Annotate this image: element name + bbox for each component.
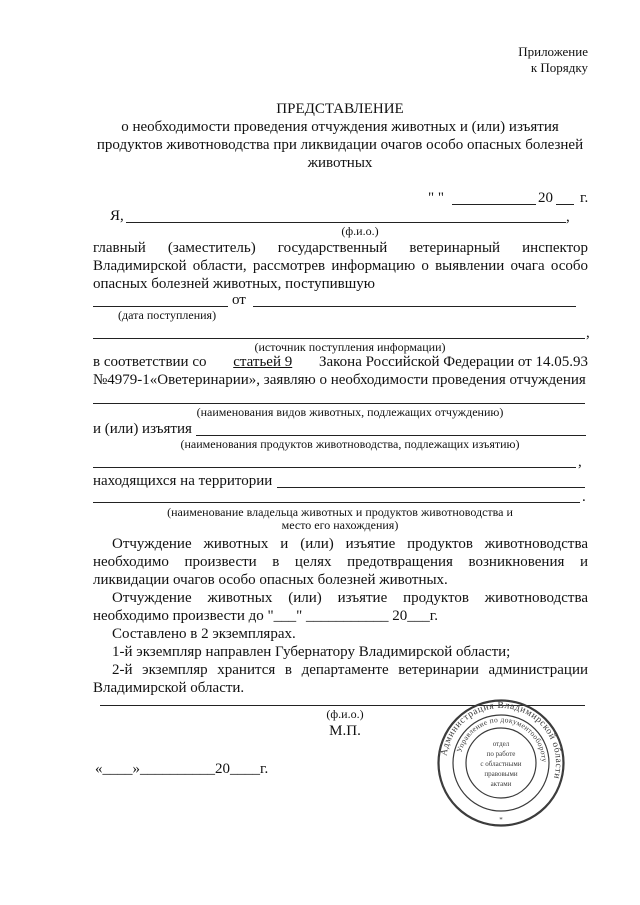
products-caption: (наименования продуктов животноводства, подлежащих изъятию) bbox=[180, 437, 520, 451]
para-law-text-b: Закона Российской Федерации от 14.05.93 bbox=[318, 354, 588, 370]
date-quote: " " bbox=[428, 190, 444, 206]
doc-subtitle-line-1: о необходимости проведения отчуждения животных и (или) изъятия bbox=[121, 119, 559, 135]
receipt-date-line[interactable] bbox=[93, 306, 228, 307]
stamp-star-icon: * bbox=[499, 816, 503, 824]
source-comma: , bbox=[586, 325, 590, 341]
fio-caption: (ф.и.о.) bbox=[341, 224, 379, 238]
signature-fio-caption: (ф.и.о.) bbox=[326, 707, 364, 721]
seal-place-label: М.П. bbox=[329, 723, 361, 739]
ot-label: от bbox=[232, 292, 246, 308]
para-purpose-line-2: необходимо произвести в целях предотвращения возникновения и bbox=[93, 554, 588, 570]
source-line[interactable] bbox=[93, 338, 585, 339]
stamp-inner-text: Управление по документообороту bbox=[454, 714, 550, 763]
owner-line[interactable] bbox=[93, 502, 580, 503]
appendix-label: Приложение bbox=[518, 44, 588, 59]
official-stamp bbox=[436, 698, 566, 828]
para-law-text-a: в соответствии со bbox=[93, 354, 207, 370]
para-deadline-line-1: Отчуждение животных (или) изъятие продуктов животноводства bbox=[112, 590, 588, 606]
inspector-name-line[interactable] bbox=[126, 222, 566, 223]
animals-line[interactable] bbox=[93, 403, 585, 404]
stamp-center-3: с областными bbox=[480, 760, 522, 768]
stamp-center-4: правовыми bbox=[484, 770, 518, 778]
appendix-order-label: к Порядку bbox=[530, 60, 588, 75]
ot-line[interactable] bbox=[253, 306, 576, 307]
copy-2-text-line-1: 2-й экземпляр хранится в департаменте ветеринарии администрации bbox=[112, 662, 588, 678]
products-line[interactable] bbox=[196, 435, 586, 436]
para-inspector-line-1: главный (заместитель) государственный ветеринарный инспектор bbox=[93, 240, 588, 256]
stamp-ring-text: Администрация Владимирской области bbox=[439, 700, 564, 781]
comma: , bbox=[566, 209, 570, 225]
products-line-2[interactable] bbox=[93, 467, 576, 468]
source-caption: (источник поступления информации) bbox=[254, 340, 446, 354]
products-comma: , bbox=[578, 454, 582, 470]
copy-1-text: 1-й экземпляр направлен Губернатору Владимирской области; bbox=[112, 644, 511, 660]
receipt-date-caption: (дата поступления) bbox=[118, 308, 217, 322]
para-inspector-line-3: опасных болезней животных, поступившую bbox=[93, 276, 375, 292]
copy-2-text-line-2: Владимирской области. bbox=[93, 680, 245, 696]
date-year-prefix: 20 bbox=[538, 190, 553, 206]
law-article-link[interactable]: статьей 9 bbox=[233, 354, 293, 370]
date-g: г. bbox=[580, 190, 589, 206]
para-law-line-1 bbox=[93, 353, 588, 371]
para-deadline-line-2: необходимо произвести до "___" ___________ 20___г. bbox=[93, 608, 438, 624]
owner-dot: . bbox=[582, 489, 586, 505]
para-purpose-line-3: ликвидации очагов особо опасных болезней животных. bbox=[93, 572, 448, 588]
doc-subtitle-line-2: продуктов животноводства при ликвидации очагов особо опасных болезней bbox=[96, 137, 584, 153]
owner-caption-2: место его нахождения) bbox=[281, 518, 399, 532]
doc-title: ПРЕДСТАВЛЕНИЕ bbox=[276, 101, 404, 117]
ya-label: Я, bbox=[110, 208, 124, 224]
owner-caption-1: (наименование владельца животных и продуктов животноводства и bbox=[167, 505, 513, 519]
stamp-center-5: актами bbox=[490, 780, 512, 788]
para-purpose-line-1: Отчуждение животных и (или) изъятие продуктов животноводства bbox=[112, 536, 588, 552]
animals-caption: (наименования видов животных, подлежащих отчуждению) bbox=[196, 405, 504, 419]
stamp-center-2: по работе bbox=[486, 750, 516, 758]
izyatiya-label: и (или) изъятия bbox=[93, 421, 192, 437]
territory-label: находящихся на территории bbox=[93, 473, 273, 489]
date-month-line[interactable] bbox=[452, 204, 536, 205]
para-law-line-2: №4979-1«Оветеринарии», заявляю о необходимости проведения отчуждения bbox=[93, 372, 586, 388]
copies-count: Составлено в 2 экземплярах. bbox=[112, 626, 296, 642]
bottom-date: «____»__________20____г. bbox=[95, 761, 269, 777]
stamp-center-1: отдел bbox=[492, 740, 510, 748]
para-inspector-line-2: Владимирской области, рассмотрев информацию о выявлении очага особо bbox=[93, 258, 588, 274]
doc-subtitle-line-3: животных bbox=[307, 155, 373, 171]
territory-line[interactable] bbox=[277, 487, 585, 488]
date-year-line[interactable] bbox=[556, 204, 574, 205]
